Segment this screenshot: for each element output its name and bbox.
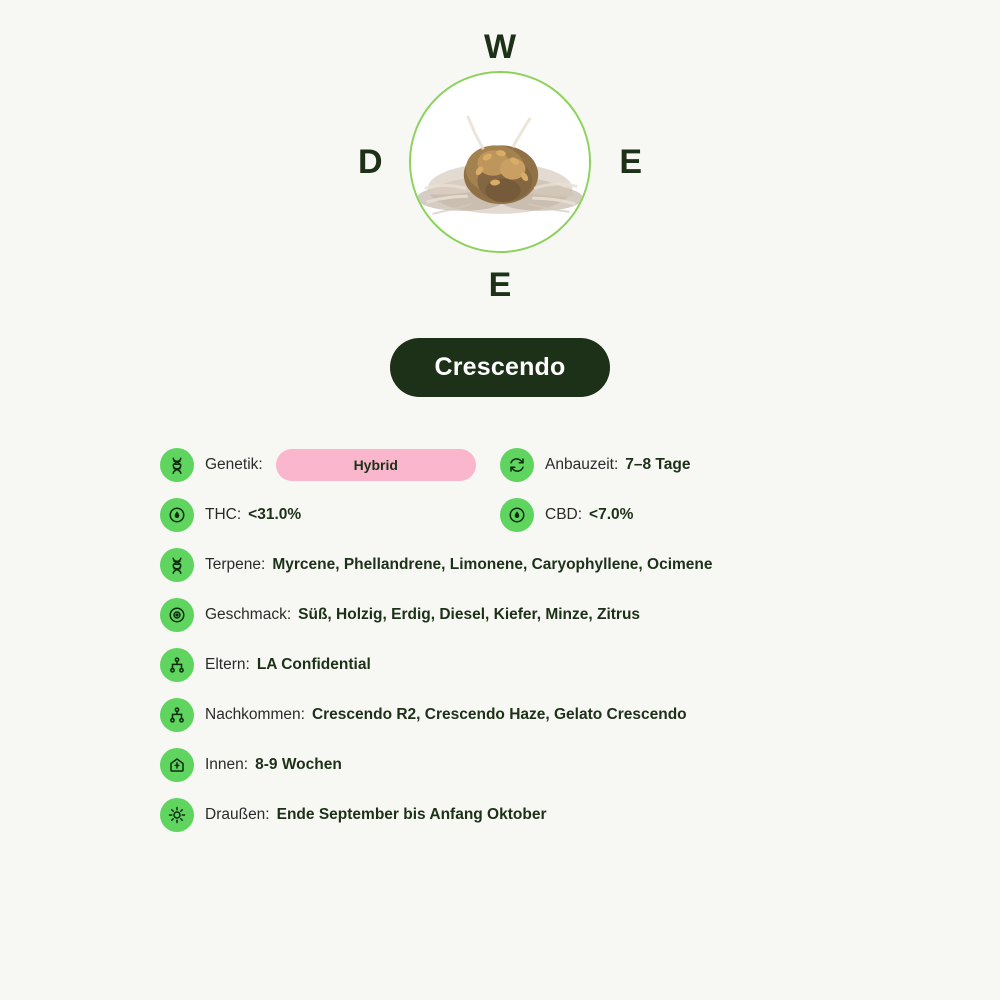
attribute-value: 8-9 Wochen [255,756,342,773]
attribute-value: Süß, Holzig, Erdig, Diesel, Kiefer, Minze, Zitrus [298,606,641,623]
attribute-label: Nachkommen: [205,706,305,723]
compass [350,12,650,312]
lineage-icon [160,648,194,682]
attribute-draussen [160,790,960,840]
attribute-thc [160,490,301,540]
attribute-value: <31.0% [248,506,302,523]
attribute-label: Terpene: [205,556,266,573]
cannabis-bud-illustration [411,73,589,251]
strain-name-pill: Crescendo [390,338,609,397]
page-title [0,338,1000,397]
attribute-value: Ende September bis Anfang Oktober [276,806,547,823]
attribute-nachkommen [160,690,960,740]
attribute-label: Eltern: [205,656,250,673]
genetik-value-badge: Hybrid [276,449,476,481]
attribute-label: Geschmack: [205,606,292,623]
attribute-terpene [160,540,960,590]
attribute-value: <7.0% [589,506,634,523]
attribute-label: Anbauzeit: [545,456,619,473]
attribute-eltern [160,640,960,690]
compass-label-north: W [483,28,517,66]
compass-label-west: D [358,143,383,181]
attribute-value: LA Confidential [256,656,371,673]
attribute-row [160,440,960,490]
flavor-icon [160,598,194,632]
attribute-label: Draußen: [205,806,270,823]
attribute-list [160,440,960,840]
attribute-innen [160,740,960,790]
attribute-value: Myrcene, Phellandrene, Limonene, Caryophyllene, Ocimene [272,556,713,573]
indoor-icon [160,748,194,782]
attribute-value: 7–8 Tage [625,456,691,473]
droplet-icon [160,498,194,532]
lineage-icon [160,698,194,732]
compass-label-east: E [619,143,642,181]
attribute-genetik [160,440,476,490]
dna-icon [160,448,194,482]
dna-icon [160,548,194,582]
strain-photo [409,71,591,253]
outdoor-icon [160,798,194,832]
compass-label-south: E [488,266,512,304]
droplet-icon [500,498,534,532]
attribute-label: CBD: [545,506,583,523]
attribute-cbd [500,490,633,540]
attribute-label: THC: [205,506,242,523]
attribute-geschmack [160,590,960,640]
attribute-label: Genetik: [205,456,263,473]
attribute-anbauzeit [500,440,690,490]
hero-compass-section [0,0,1000,320]
cycle-icon [500,448,534,482]
attribute-value: Crescendo R2, Crescendo Haze, Gelato Crescendo [311,706,687,723]
attribute-row [160,490,960,540]
attribute-label: Innen: [205,756,249,773]
